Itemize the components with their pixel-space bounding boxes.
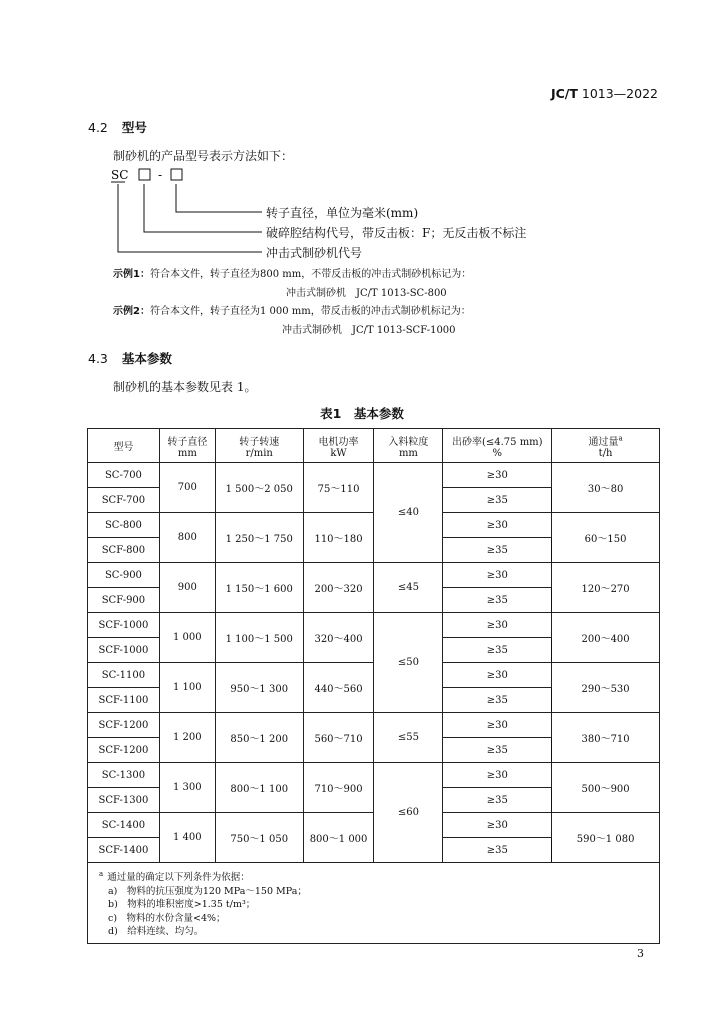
cell-sand-yield: ≥35 <box>443 738 552 763</box>
example-2 <box>113 302 471 317</box>
cell-throughput: 500～900 <box>552 763 660 813</box>
cell-throughput: 590～1 080 <box>552 813 660 863</box>
cell-power: 440～560 <box>303 663 374 713</box>
code-dash: - <box>158 168 163 182</box>
table-row <box>88 763 660 788</box>
diameter-code-box <box>171 169 182 180</box>
cell-model: SC-800 <box>88 513 160 538</box>
note-item: c) 物料的水份含量<4%； <box>108 912 226 924</box>
cell-throughput: 120～270 <box>552 563 660 613</box>
cell-diameter: 800 <box>159 513 215 563</box>
prefix-lead-line <box>118 184 262 252</box>
table-row <box>88 463 660 488</box>
cell-sand-yield: ≥30 <box>443 763 552 788</box>
note-item: b) 物料的堆积密度>1.35 t/m³； <box>108 899 256 911</box>
cell-feed-size: ≤40 <box>374 463 443 563</box>
cell-power: 200～320 <box>303 563 374 613</box>
cell-speed: 1 100～1 500 <box>215 613 303 663</box>
diameter-lead-line <box>176 184 262 212</box>
header-model: 型号 <box>88 429 160 463</box>
cell-speed: 850～1 200 <box>215 713 303 763</box>
header-power: 电机功率 kW <box>303 429 374 463</box>
cell-power: 560～710 <box>303 713 374 763</box>
standard-code: JC/T <box>550 86 578 101</box>
cell-sand-yield: ≥35 <box>443 838 552 863</box>
example-1-mark: 冲击式制砂机 JC/T 1013-SC-800 <box>286 288 447 299</box>
cell-model: SCF-1000 <box>88 638 160 663</box>
cell-sand-yield: ≥35 <box>443 488 552 513</box>
structure-lead-line <box>144 184 262 232</box>
section-number: 4.3 <box>88 351 108 366</box>
header-throughput: 通过量$^a$ t/h <box>552 429 660 463</box>
cell-speed: 950～1 300 <box>215 663 303 713</box>
cell-diameter: 1 200 <box>159 713 215 763</box>
table-caption: 表1 基本参数 <box>320 406 404 421</box>
cell-diameter: 1 000 <box>159 613 215 663</box>
cell-throughput: 200～400 <box>552 613 660 663</box>
cell-sand-yield: ≥30 <box>443 463 552 488</box>
cell-power: 800～1 000 <box>303 813 374 863</box>
table-row <box>88 513 660 538</box>
cell-speed: 1 500～2 050 <box>215 463 303 513</box>
standard-number: 1013—2022 <box>581 86 658 101</box>
label-machine-code: 冲击式制砂机代号 <box>266 246 363 260</box>
label-rotor-diameter: 转子直径，单位为毫米(mm) <box>266 206 419 220</box>
note-marker: a <box>99 870 104 878</box>
cell-model: SC-1400 <box>88 813 160 838</box>
table-body <box>88 429 660 944</box>
cell-sand-yield: ≥30 <box>443 663 552 688</box>
cell-sand-yield: ≥30 <box>443 563 552 588</box>
cell-throughput: 30～80 <box>552 463 660 513</box>
table-row <box>88 563 660 588</box>
cell-power: 75～110 <box>303 463 374 513</box>
section-number: 4.2 <box>88 120 108 135</box>
cell-model: SC-1300 <box>88 763 160 788</box>
cell-power: 710～900 <box>303 763 374 813</box>
basic-params-table <box>87 428 660 944</box>
cell-model: SCF-1200 <box>88 713 160 738</box>
cell-model: SC-1100 <box>88 663 160 688</box>
cell-diameter: 1 300 <box>159 763 215 813</box>
cell-feed-size: ≤60 <box>374 763 443 863</box>
note-intro <box>99 868 659 885</box>
cell-throughput: 290～530 <box>552 663 660 713</box>
cell-model: SCF-800 <box>88 538 160 563</box>
cell-sand-yield: ≥35 <box>443 588 552 613</box>
cell-model: SCF-1400 <box>88 838 160 863</box>
cell-diameter: 1 400 <box>159 813 215 863</box>
label-chamber-code: 破碎腔结构代号，带反击板：F；无反击板不标注 <box>266 226 527 240</box>
structure-code-box <box>139 169 150 180</box>
cell-model: SC-900 <box>88 563 160 588</box>
cell-sand-yield: ≥35 <box>443 688 552 713</box>
note-item: d) 给料连续、均匀。 <box>108 926 204 938</box>
cell-speed: 750～1 050 <box>215 813 303 863</box>
cell-sand-yield: ≥35 <box>443 788 552 813</box>
example-2-mark: 冲击式制砂机 JC/T 1013-SCF-1000 <box>282 325 456 336</box>
header-feed-size: 入料粒度 mm <box>374 429 443 463</box>
cell-sand-yield: ≥35 <box>443 638 552 663</box>
cell-feed-size: ≤55 <box>374 713 443 763</box>
cell-model: SCF-1200 <box>88 738 160 763</box>
cell-throughput: 380～710 <box>552 713 660 763</box>
cell-model: SCF-1300 <box>88 788 160 813</box>
table-row <box>88 613 660 638</box>
cell-diameter: 1 100 <box>159 663 215 713</box>
table-row <box>88 663 660 688</box>
cell-speed: 800～1 100 <box>215 763 303 813</box>
cell-model: SC-700 <box>88 463 160 488</box>
cell-sand-yield: ≥35 <box>443 538 552 563</box>
cell-sand-yield: ≥30 <box>443 813 552 838</box>
header-speed: 转子转速 r/min <box>215 429 303 463</box>
cell-feed-size: ≤50 <box>374 613 443 713</box>
cell-power: 320～400 <box>303 613 374 663</box>
cell-sand-yield: ≥30 <box>443 713 552 738</box>
example-1 <box>113 265 471 280</box>
cell-speed: 1 250～1 750 <box>215 513 303 563</box>
cell-power: 110～180 <box>303 513 374 563</box>
example-text: 符合本文件，转子直径为1 000 mm，带反击板的冲击式制砂机标记为： <box>149 306 471 317</box>
cell-model: SCF-900 <box>88 588 160 613</box>
cell-speed: 1 150～1 600 <box>215 563 303 613</box>
code-prefix: SC <box>111 168 129 182</box>
cell-throughput: 60～150 <box>552 513 660 563</box>
header-diameter: 转子直径 mm <box>159 429 215 463</box>
example-text: 符合本文件，转子直径为800 mm，不带反击板的冲击式制砂机标记为： <box>149 269 472 280</box>
table-note-row <box>88 863 660 944</box>
example-tag: 示例1： <box>113 269 150 280</box>
cell-diameter: 900 <box>159 563 215 613</box>
header-sand-yield: 出砂率(≤4.75 mm) % <box>443 429 552 463</box>
table-header-row <box>88 429 660 463</box>
page-number: 3 <box>637 947 644 960</box>
cell-sand-yield: ≥30 <box>443 613 552 638</box>
note-intro-text: 通过量的确定以下列条件为依据： <box>107 872 250 884</box>
section-heading-4-3 <box>88 349 172 367</box>
section-title: 型号 <box>121 120 147 135</box>
cell-sand-yield: ≥30 <box>443 513 552 538</box>
model-intro-text: 制砂机的产品型号表示方法如下： <box>113 149 294 163</box>
cell-feed-size: ≤45 <box>374 563 443 613</box>
cell-model: SCF-1100 <box>88 688 160 713</box>
table-note <box>88 863 660 944</box>
cell-model: SCF-700 <box>88 488 160 513</box>
section-title: 基本参数 <box>121 351 172 366</box>
cell-diameter: 700 <box>159 463 215 513</box>
params-intro-text: 制砂机的基本参数见表 1。 <box>113 380 257 394</box>
example-tag: 示例2： <box>113 306 150 317</box>
cell-model: SCF-1000 <box>88 613 160 638</box>
table-row <box>88 713 660 738</box>
note-item: a) 物料的抗压强度为120 MPa～150 MPa； <box>108 885 307 897</box>
table-row <box>88 813 660 838</box>
